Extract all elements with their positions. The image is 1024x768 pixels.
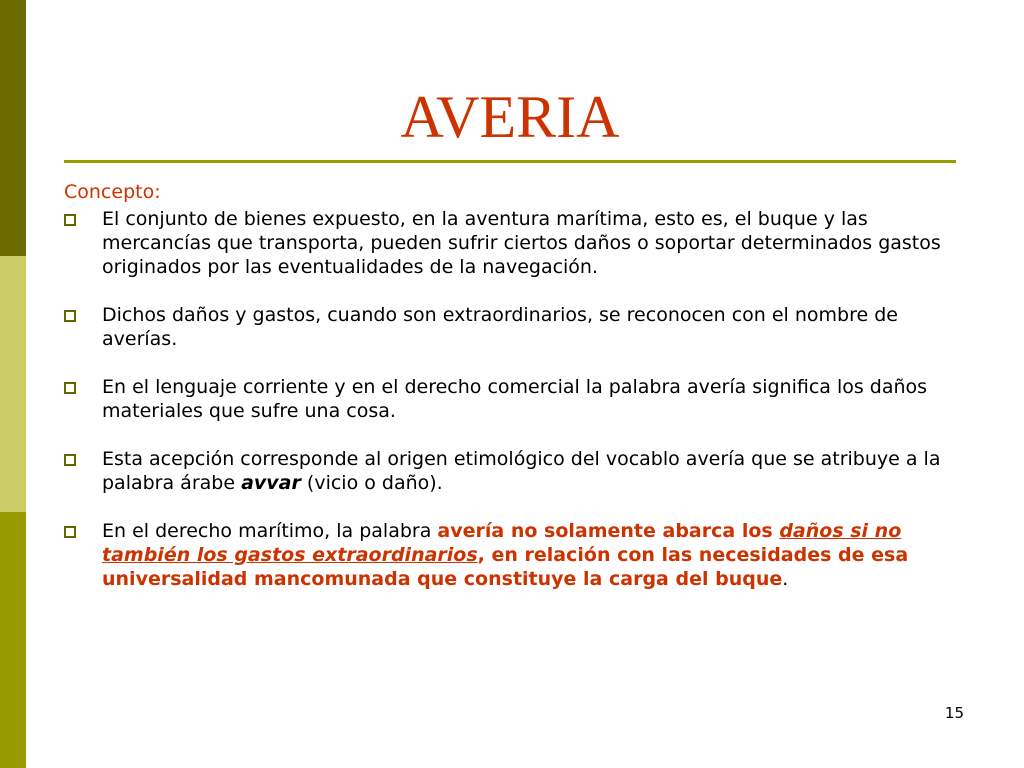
hollow-square-bullet-icon [64,382,76,394]
bullet-item-4 [64,447,964,495]
slide-number: 15 [944,704,964,722]
bullet-4-text-before: Esta acepción corresponde al origen etimológico del vocablo avería que se atribuye a la palabra árabe [102,448,941,494]
sidebar-segment-top [0,0,26,256]
title-underline-rule [64,160,956,163]
bullet-text-1: El conjunto de bienes expuesto, en la aventura marítima, esto es, el buque y las mercancías que transporta, pueden sufrir ciertos daños o soportar determinados gastos originados por las eventualidades de la navegación. [102,208,941,278]
sidebar-segment-bottom [0,512,26,768]
concept-label: Concepto: [64,181,161,203]
bullet-5-highlight-underlined: daños si no también los gastos extraordinarios [102,520,902,566]
bullet-text-3: En el lenguaje corriente y en el derecho comercial la palabra avería significa los daños materiales que sufre una cosa. [102,376,928,422]
hollow-square-bullet-icon [64,454,76,466]
slide-title: AVERIA [400,84,620,150]
bullet-4-text-after: (vicio o daño). [300,472,443,494]
bullet-5-highlight-1: avería no solamente abarca los [437,520,780,542]
bullet-text-5 [102,519,964,591]
hollow-square-bullet-icon [64,526,76,538]
bullet-item-2 [64,303,964,351]
bullet-text-4 [102,447,964,495]
bullet-list [64,207,964,615]
bullet-4-emphasis: avvar [241,472,301,494]
hollow-square-bullet-icon [64,310,76,322]
bullet-5-text-after: . [782,568,789,590]
bullet-5-highlight-2: , en relación con las necesidades de esa universalidad mancomunada que constituye la carga del buque [102,544,909,590]
bullet-item-5 [64,519,964,591]
left-decorative-bar [0,0,26,768]
bullet-item-3 [64,375,964,423]
bullet-text-2: Dichos daños y gastos, cuando son extraordinarios, se reconocen con el nombre de averías. [102,304,898,350]
sidebar-segment-middle [0,256,26,512]
hollow-square-bullet-icon [64,214,76,226]
bullet-5-text-before: En el derecho marítimo, la palabra [102,520,438,542]
bullet-item-1 [64,207,964,279]
